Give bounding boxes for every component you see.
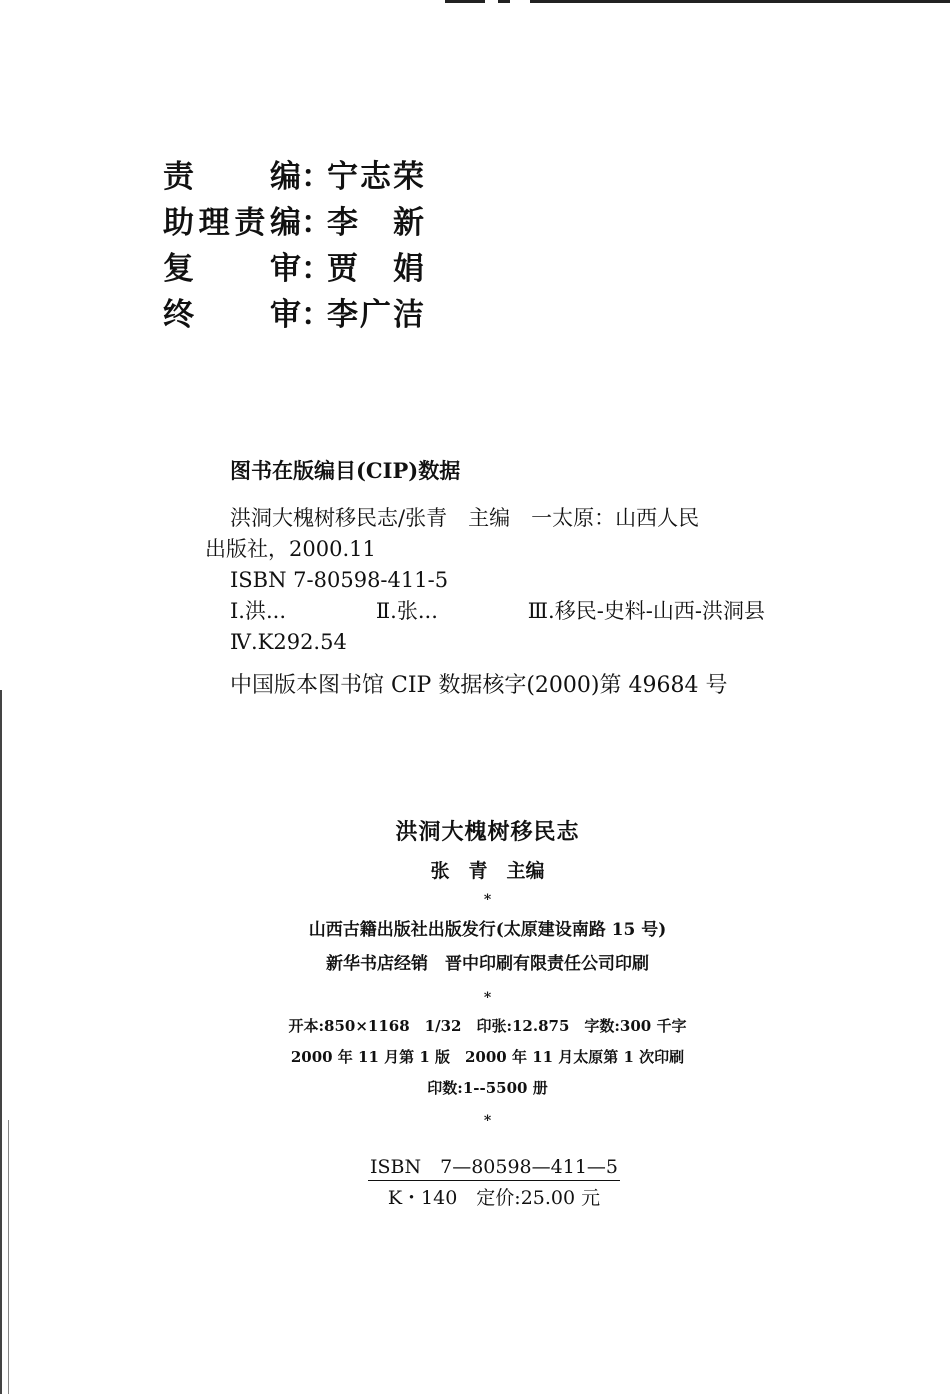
credit-row-assistant-editor [163, 196, 426, 242]
printer-line: 新华书店经销 晋中印刷有限责任公司印刷 [326, 954, 649, 974]
cip-class-item: Ⅰ.洪... [230, 599, 286, 623]
copies-line: 印数:1--5500 册 [427, 1079, 548, 1097]
scan-edge-mark [445, 0, 485, 3]
separator-star: * [483, 1113, 492, 1129]
price-line: K・140 定价:25.00 元 [387, 1187, 601, 1209]
isbn-price-block [368, 1152, 620, 1210]
cip-class-item: Ⅲ.移民-史料-山西-洪洞县 [527, 599, 765, 623]
credit-colon: ： [301, 204, 332, 241]
cip-title: 图书在版编目(CIP)数据 [230, 458, 461, 483]
credit-label: 复审 [163, 250, 301, 287]
cip-bibliographic-line: 洪洞大槐树移民志/张青 主编 一太原：山西人民 [230, 506, 700, 530]
credit-row-reviewer [163, 242, 426, 288]
credit-colon: ： [301, 296, 332, 333]
credit-colon: ： [301, 250, 332, 287]
credit-label: 终审 [163, 296, 301, 333]
credit-row-final-reviewer [163, 288, 426, 334]
edition-line: 2000 年 11 月第 1 版 2000 年 11 月太原第 1 次印刷 [290, 1048, 685, 1066]
publisher-line: 山西古籍出版社出版发行(太原建设南路 15 号) [308, 920, 667, 940]
cip-class-item: Ⅱ.张... [375, 599, 438, 623]
isbn-line: ISBN 7—80598—411—5 [368, 1152, 620, 1181]
cip-bibliographic-line: 出版社，2000.11 [205, 537, 376, 561]
scan-edge-line [0, 690, 2, 1394]
credit-value: 李广洁 [327, 296, 426, 333]
scan-edge-mark [530, 0, 950, 3]
cip-classification [205, 596, 765, 627]
credit-value: 李 新 [327, 204, 426, 241]
colophon-block [200, 815, 775, 1134]
separator-star: * [483, 990, 492, 1006]
cip-block [205, 455, 785, 701]
credit-label: 助理责编 [163, 204, 301, 241]
cip-isbn: ISBN 7-80598-411-5 [230, 568, 449, 592]
credit-colon: ： [301, 158, 332, 195]
credit-label: 责编 [163, 158, 301, 195]
scan-edge-mark [498, 0, 510, 3]
credit-value: 宁志荣 [327, 158, 426, 195]
cip-verification: 中国版本图书馆 CIP 数据核字(2000)第 49684 号 [230, 673, 728, 698]
specs-line: 开本:850×1168 1/32 印张:12.875 字数:300 千字 [288, 1017, 687, 1035]
book-title: 洪洞大槐树移民志 [395, 819, 580, 845]
credit-value: 贾 娟 [327, 250, 426, 287]
book-editor: 张 青 主编 [430, 860, 545, 882]
credit-row-editor [163, 150, 426, 196]
credits-block [163, 150, 426, 334]
separator-star: * [483, 892, 492, 908]
scan-edge-line [8, 1120, 9, 1394]
cip-class-number: Ⅳ.K292.54 [230, 630, 347, 654]
